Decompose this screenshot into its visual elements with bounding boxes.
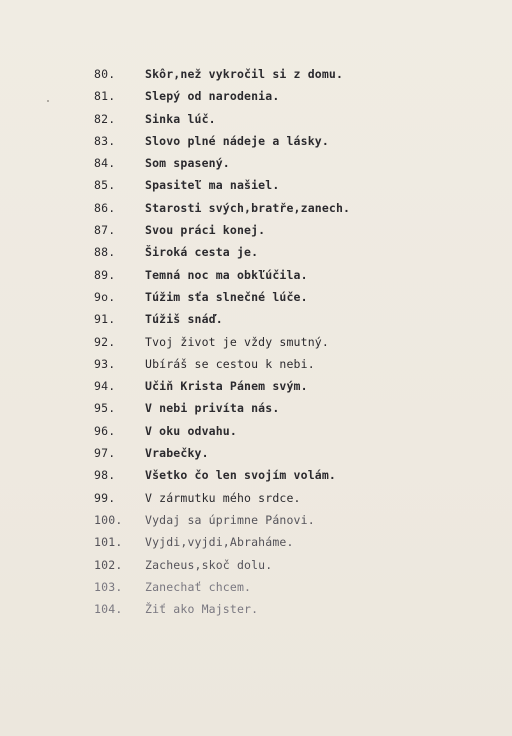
- list-item: [0, 554, 512, 576]
- item-number: 93.: [94, 356, 116, 371]
- list-item: [0, 108, 512, 130]
- item-title: Slepý od narodenia.: [145, 89, 280, 104]
- item-title: Vydaj sa úprimne Pánovi.: [145, 512, 315, 527]
- item-title: Všetko čo len svojím volám.: [145, 468, 336, 483]
- item-title: Tvoj život je vždy smutný.: [145, 334, 329, 349]
- item-number: 91.: [94, 312, 116, 327]
- list-item: [0, 63, 512, 85]
- list-item: [0, 531, 512, 553]
- item-title: Vrabečky.: [145, 446, 209, 461]
- list-item: [0, 487, 512, 509]
- list-item: [0, 85, 512, 107]
- item-number: 99.: [94, 490, 116, 505]
- item-number: 89.: [94, 267, 116, 282]
- item-number: 103.: [94, 579, 123, 594]
- list-item: [0, 331, 512, 353]
- item-number: 83.: [94, 133, 116, 148]
- item-title: Slovo plné nádeje a lásky.: [145, 133, 329, 148]
- list-item: [0, 353, 512, 375]
- item-title: Vyjdi,vyjdi,Abraháme.: [145, 535, 294, 550]
- list-item: [0, 308, 512, 330]
- item-number: 102.: [94, 557, 123, 572]
- item-title: Zanechať chcem.: [145, 579, 252, 594]
- item-title: Túžim sťa slnečné lúče.: [145, 289, 308, 304]
- list-item: [0, 219, 512, 241]
- list-item: [0, 152, 512, 174]
- item-number: 87.: [94, 223, 116, 238]
- item-number: 94.: [94, 379, 116, 394]
- item-title: Zacheus,skoč dolu.: [145, 557, 273, 572]
- item-number: 95.: [94, 401, 116, 416]
- item-number: 101.: [94, 535, 123, 550]
- item-title: Sinka lúč.: [145, 111, 216, 126]
- item-number: 82.: [94, 111, 116, 126]
- item-title: Široká cesta je.: [145, 245, 259, 260]
- item-title: Starosti svých,bratře,zanech.: [145, 200, 351, 215]
- list-item: [0, 598, 512, 620]
- item-number: 85.: [94, 178, 116, 193]
- list-item: [0, 576, 512, 598]
- item-number: 96.: [94, 423, 116, 438]
- item-number: 80.: [94, 67, 116, 81]
- item-number: 84.: [94, 156, 116, 171]
- item-title: Som spasený.: [145, 156, 230, 171]
- item-title: V nebi privíta nás.: [145, 401, 280, 416]
- list-item: [0, 397, 512, 419]
- list-item: [0, 174, 512, 196]
- list-item: [0, 420, 512, 442]
- item-number: 100.: [94, 512, 123, 527]
- list-item: [0, 442, 512, 464]
- item-title: Spasiteľ ma našiel.: [145, 178, 280, 193]
- item-title: Svou práci konej.: [145, 223, 266, 238]
- list-item: [0, 286, 512, 308]
- item-title: Túžiš snáď.: [145, 312, 223, 327]
- item-number: 97.: [94, 446, 116, 461]
- item-number: 104.: [94, 602, 123, 617]
- list-item: [0, 264, 512, 286]
- item-title: V oku odvahu.: [145, 423, 237, 438]
- item-number: 86.: [94, 200, 116, 215]
- song-index-list: [0, 63, 512, 620]
- item-title: Učiň Krista Pánem svým.: [145, 379, 308, 394]
- list-item: [0, 197, 512, 219]
- item-number: 88.: [94, 245, 116, 260]
- item-number: 98.: [94, 468, 116, 483]
- list-item: [0, 464, 512, 486]
- list-item: [0, 130, 512, 152]
- item-title: Žiť ako Majster.: [145, 602, 259, 617]
- item-title: Temná noc ma obkľúčila.: [145, 267, 308, 282]
- item-number: 9o.: [94, 289, 116, 304]
- item-number: 81.: [94, 89, 116, 104]
- item-title: Ubíráš se cestou k nebi.: [145, 356, 315, 371]
- item-title: V zármutku mého srdce.: [145, 490, 301, 505]
- item-title: Skôr,než vykročil si z domu.: [145, 67, 344, 81]
- list-item: [0, 241, 512, 263]
- list-item: [0, 375, 512, 397]
- list-item: [0, 509, 512, 531]
- item-number: 92.: [94, 334, 116, 349]
